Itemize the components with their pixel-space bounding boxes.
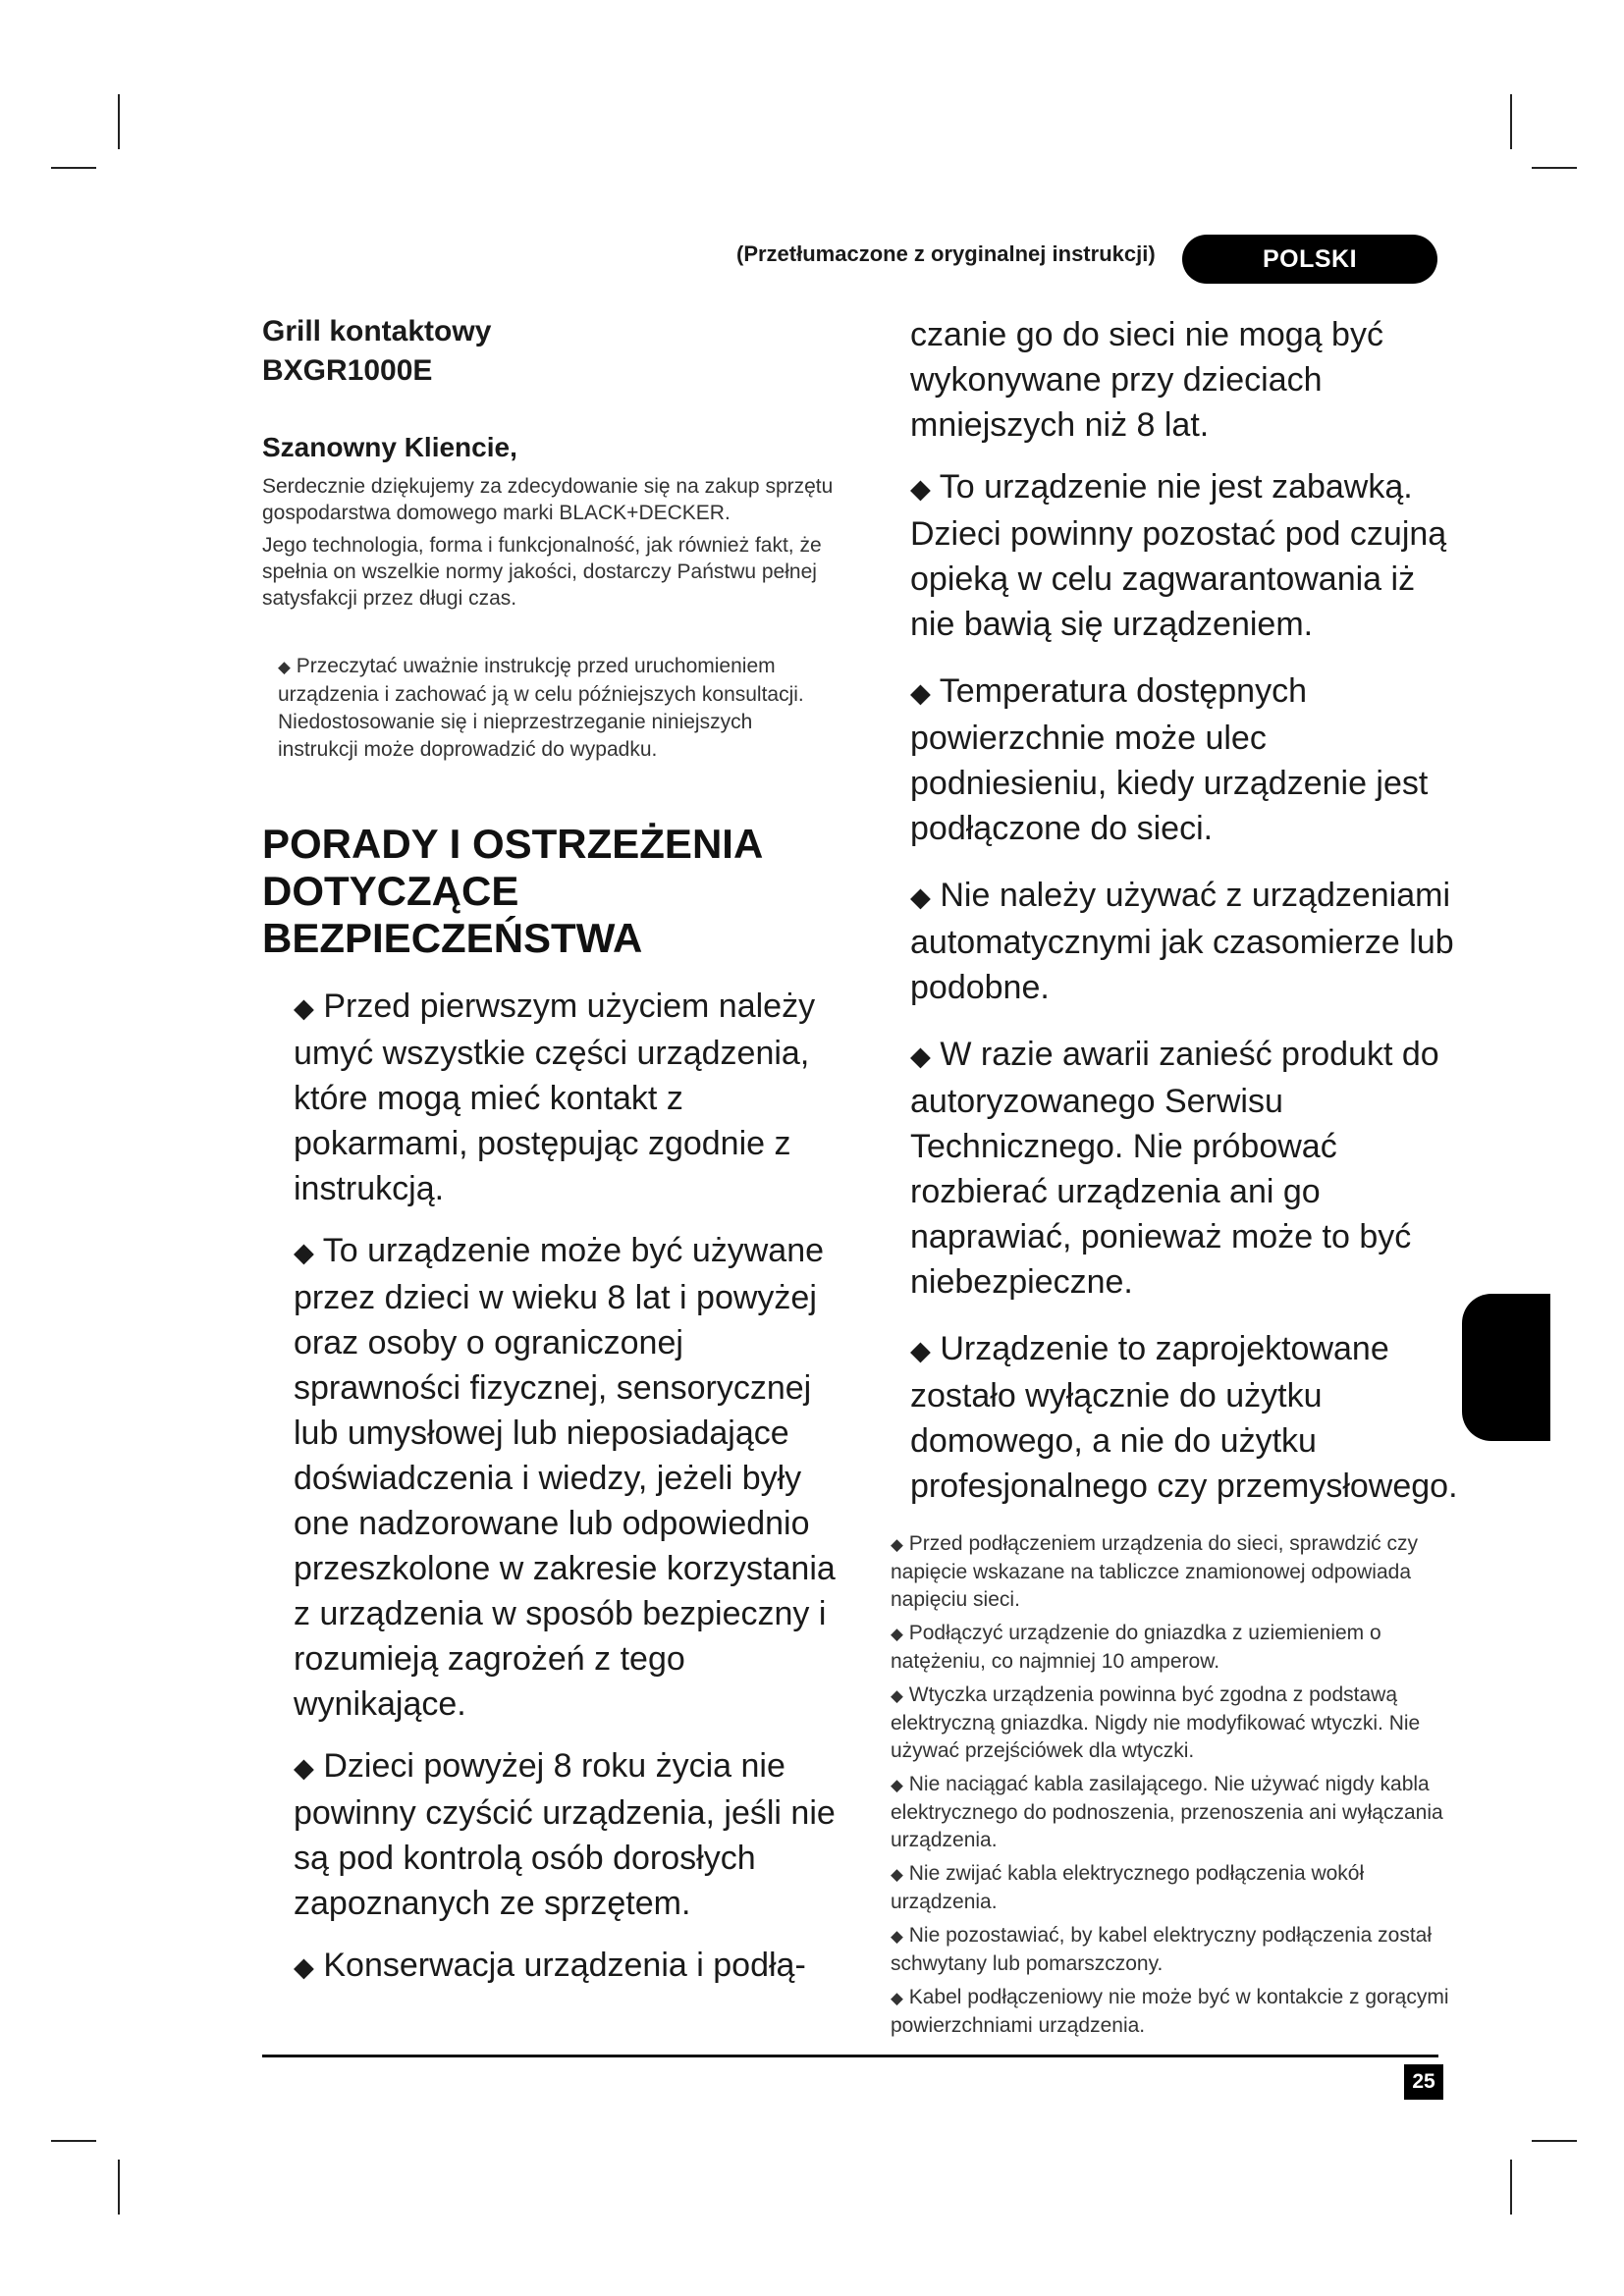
- list-item: ◆ Przed podłączeniem urządzenia do sieci, sprawdzić czy napięcie wskazane na tabliczce znamionowej odpowiada napięciu sieci.: [891, 1532, 1418, 1611]
- greeting: Szanowny Kliencie,: [262, 432, 517, 462]
- diamond-bullet-icon: ◆: [294, 1237, 314, 1267]
- list-item: ◆ To urządzenie nie jest zabawką. Dzieci powinny pozostać pod czujną opieką w celu zagwarantowania iż nie bawią się urządzeniem.: [910, 468, 1447, 643]
- list-item-continuation: czanie go do sieci nie mogą być wykonywane przy dzieciach mniejszych niż 8 lat.: [910, 316, 1383, 444]
- diamond-bullet-icon: ◆: [294, 1752, 314, 1783]
- diamond-bullet-icon: ◆: [891, 1625, 903, 1643]
- diamond-bullet-icon: ◆: [910, 1335, 931, 1365]
- translation-note: (Przetłumaczone z oryginalnej instrukcji): [736, 241, 1156, 266]
- diamond-bullet-icon: ◆: [891, 1927, 903, 1946]
- diamond-bullet-icon: ◆: [278, 658, 291, 676]
- list-item: ◆ Urządzenie to zaprojektowane zostało wyłącznie do użytku domowego, a nie do użytku profesjonalnego czy przemysłowego.: [910, 1330, 1458, 1505]
- intro-paragraph: Jego technologia, forma i funkcjonalność, jak również fakt, że spełnia on wszelkie normy jakości, dostarczy Państwu pełnej satysfakcji przez długi czas.: [262, 534, 822, 610]
- footer-rule: [262, 2055, 1438, 2057]
- diamond-bullet-icon: ◆: [910, 473, 931, 504]
- product-model: BXGR1000E: [262, 354, 433, 387]
- diamond-bullet-icon: ◆: [910, 677, 931, 708]
- list-item: ◆ Dzieci powyżej 8 roku życia nie powinny czyścić urządzenia, jeśli nie są pod kontrolą osób dorosłych zapoznanych ze sprzętem.: [294, 1747, 836, 1922]
- crop-mark: [51, 167, 96, 169]
- crop-mark: [1532, 167, 1577, 169]
- diamond-bullet-icon: ◆: [294, 1951, 314, 1982]
- right-column: [879, 312, 1458, 2046]
- list-item: ◆ Wtyczka urządzenia powinna być zgodna z podstawą elektryczną gniazdka. Nigdy nie modyfikować wtyczki. Nie używać przejściówek dla wtyczki.: [891, 1683, 1421, 1762]
- crop-mark: [118, 94, 120, 149]
- list-item: ◆ Kabel podłączeniowy nie może być w kontakcie z gorącymi powierzchniami urządzenia.: [891, 1986, 1449, 2037]
- list-item: ◆ Nie należy używać z urządzeniami automatycznymi jak czasomierze lub podobne.: [910, 877, 1454, 1006]
- diamond-bullet-icon: ◆: [910, 1041, 931, 1071]
- crop-mark: [118, 2160, 120, 2215]
- section-heading: PORADY I OSTRZEŻENIA DOTYCZĄCE BEZPIECZEŃSTWA: [262, 821, 762, 961]
- list-item: ◆ To urządzenie może być używane przez dzieci w wieku 8 lat i powyżej oraz osoby o ograniczonej sprawności fizycznej, sensorycznej lub umysłowej lub nieposiadające doświadczenia i wiedzy, jeżeli były one nadzorowane lub odpowiednio przeszkolone w zakresie korzystania z urządzenia w sposób bezpieczny i rozumieją zagrożeń z tego wynikające.: [294, 1232, 836, 1723]
- diamond-bullet-icon: ◆: [891, 1989, 903, 2007]
- list-item: ◆ Podłączyć urządzenie do gniazdka z uziemieniem o natężeniu, co najmniej 10 amperow.: [891, 1622, 1381, 1673]
- list-item: ◆ Konserwacja urządzenia i podłą-: [294, 1947, 806, 1984]
- section-tab-marker: [1462, 1294, 1550, 1441]
- notice-text: Przeczytać uważnie instrukcję przed uruchomieniem urządzenia i zachować ją w celu późniejszych konsultacji. Niedostosowanie się i nieprzestrzeganie niniejszych instrukcji może doprowadzić do wypadku.: [278, 655, 804, 761]
- diamond-bullet-icon: ◆: [891, 1686, 903, 1705]
- list-item: ◆ Nie zwijać kabla elektrycznego podłączenia wokół urządzenia.: [891, 1862, 1365, 1913]
- intro-paragraph: Serdecznie dziękujemy za zdecydowanie się na zakup sprzętu gospodarstwa domowego marki BLACK+DECKER.: [262, 475, 834, 524]
- crop-mark: [1510, 94, 1512, 149]
- list-item: ◆ Przed pierwszym użyciem należy umyć wszystkie części urządzenia, które mogą mieć kontakt z pokarmami, postępując zgodnie z instrukcją.: [294, 988, 816, 1207]
- list-item: ◆ Nie pozostawiać, by kabel elektryczny podłączenia został schwytany lub pomarszczony.: [891, 1924, 1433, 1975]
- list-item: ◆ Nie naciągać kabla zasilającego. Nie używać nigdy kabla elektrycznego do podnoszenia, przenoszenia ani wyłączania urządzenia.: [891, 1773, 1443, 1851]
- crop-mark: [51, 2140, 96, 2142]
- diamond-bullet-icon: ◆: [910, 881, 931, 912]
- crop-mark: [1510, 2160, 1512, 2215]
- list-item: ◆ W razie awarii zanieść produkt do autoryzowanego Serwisu Technicznego. Nie próbować rozbierać urządzenia ani go naprawiać, ponieważ może to być niebezpieczne.: [910, 1036, 1439, 1301]
- safety-list: [262, 984, 841, 1990]
- diamond-bullet-icon: ◆: [891, 1776, 903, 1794]
- left-column: [262, 312, 841, 2006]
- diamond-bullet-icon: ◆: [891, 1535, 903, 1554]
- page-number: 25: [1404, 2064, 1443, 2100]
- diamond-bullet-icon: ◆: [891, 1865, 903, 1884]
- crop-mark: [1532, 2140, 1577, 2142]
- list-item: ◆ Temperatura dostępnych powierzchnie może ulec podniesieniu, kiedy urządzenie jest podłączone do sieci.: [910, 672, 1429, 847]
- electrical-safety-list: [879, 1530, 1458, 2040]
- diamond-bullet-icon: ◆: [294, 992, 314, 1023]
- product-title: Grill kontaktowy: [262, 315, 492, 347]
- language-badge: POLSKI: [1182, 235, 1437, 284]
- read-instructions-notice: [278, 653, 841, 764]
- safety-list-continued: [879, 464, 1458, 1509]
